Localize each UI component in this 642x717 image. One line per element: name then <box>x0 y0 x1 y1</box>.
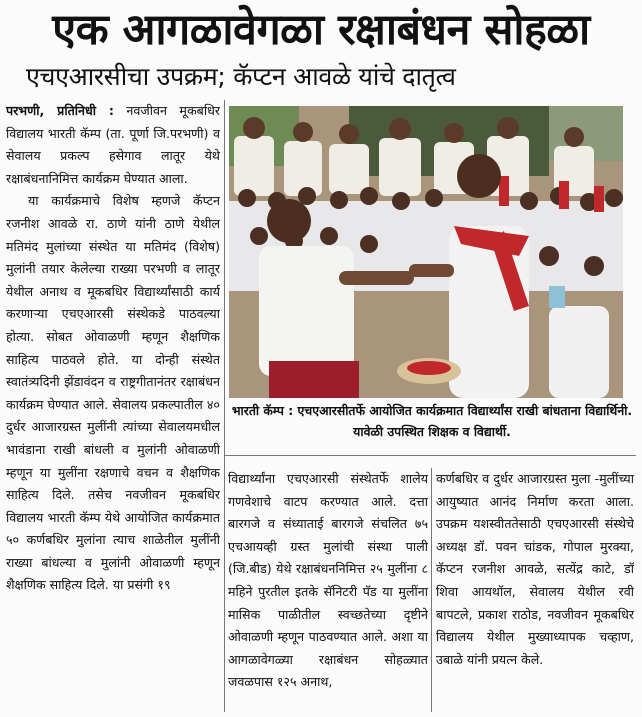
article-paragraph-2: या कार्यक्रमाचे विशेष म्हणजे कॅप्टन रजनीश आवळे रा. ठाणे यांनी ठाणे येथील मतिमंद मुलांच्या संस्थेत या मतिमंद (विशेष) मुलांनी तयार केलेल्या राख्या परभणी व लातूर येथील अनाथ व मूकबधिर विद्यार्थ्यांसाठी कार्य करणाऱ्या एचएआरसी संस्थेकडे पाठवल्या होत्या. सोबत ओवाळणी म्हणून शैक्षणिक साहित्य पाठवले होते. या दोन्ही संस्थेत स्वातंत्र्यदिनी झेंडावंदन व राष्ट्रगीतानंतर रक्षाबंधन कार्यक्रम घेण्यात आले. सेवालय प्रकल्पातील ४० दुर्धर आजारग्रस्त मुलींनी त्यांच्या सेवालयमधील भावंडाना राखी बांधली व मुलांनी ओवाळणी म्हणून या मुलींना रक्षणाचे वचन व शैक्षणिक साहित्य दिले. तसेच नवजीवन मूकबधिर विद्यालय भारती कॅम्प येथे आयोजित कार्यक्रमात ५० कर्णबधिर मुलांना त्याच शाळेतील मुलींनी राख्या बांधल्या व मुलांनी ओवाळणी म्हणून शैक्षणिक साहित्य दिले. या प्रसंगी १९ <box>6 193 220 593</box>
subheadline: एचएआरसीचा उपक्रम; कॅप्टन आवळे यांचे दातृत्व <box>26 62 456 91</box>
event-photo <box>229 106 623 398</box>
caption-divider <box>224 455 636 456</box>
photo-illustration <box>229 106 623 398</box>
column-divider <box>431 468 432 712</box>
article-column-1 <box>6 100 220 712</box>
article-text-2: विद्यार्थ्यांना एचएआरसी संस्थेतर्फे शालेय गणवेशाचे वाटप करण्यात आले. दत्ता बारगजे व संध्याताई बारगजे संचलित ७५ एचआयव्ही ग्रस्त मुलांची संस्था पाली (जि.बीड) येथे रक्षाबंधननिमित्त २५ मुलींना ८ महिने पुरतील इतके सॅनिटरी पॅड या मुलींना मासिक पाळीतील स्वच्छतेच्या दृष्टीने ओवाळणी म्हणून पाठवण्यात आले. अशा या आगळावेगळ्या रक्षाबंधन सोहळ्यात जवळपास १२५ अनाथ, <box>228 471 428 690</box>
article-text-1: नवजीवन मूकबधिर विद्यालय भारती कॅम्प (ता. पूर्णा जि.परभणी) व सेवालय प्रकल्प हसेगाव लातूर येथे रक्षाबंधनानिमित्त कार्यक्रम घेण्यात आला. <box>6 103 220 186</box>
article-paragraph-1 <box>6 100 220 190</box>
headline: एक आगळावेगळा रक्षाबंधन सोहळा <box>52 5 590 55</box>
dateline: परभणी, प्रतिनिधी : <box>6 103 114 118</box>
article-column-2 <box>228 468 428 712</box>
caption-text: एचएआरसीतर्फे आयोजित कार्यक्रमात विद्यार्थ्यांस राखी बांधताना विद्यार्थिनी. यावेळी उपस्थित शिक्षक व विद्यार्थी. <box>297 403 633 439</box>
column-divider <box>224 100 225 712</box>
article-text-3: कर्णबधिर व दुर्धर आजारग्रस्त मुला -मुलींच्या आयुष्यात आनंद निर्माण करता आला. उपक्रम यशस्वीततेसाठी एचएआरसी संस्थेचे अध्यक्ष डॉ. पवन चांडक, गोपाल मुरक्या, कॅप्टन रजनीश आवळे, सत्येंद्र काटे, डॉ शिवा आयथॉल, सेवालय येथील रवी बापटले, प्रकाश राठोड, नवजीवन मूकबधिर विद्यालय येथील मुख्याध्यापक चव्हाण, उबाळे यांनी प्रयत्न केले. <box>436 471 634 667</box>
article-column-3 <box>436 468 634 712</box>
caption-label: भारती कॅम्प : <box>231 403 294 418</box>
photo-caption <box>229 400 635 442</box>
